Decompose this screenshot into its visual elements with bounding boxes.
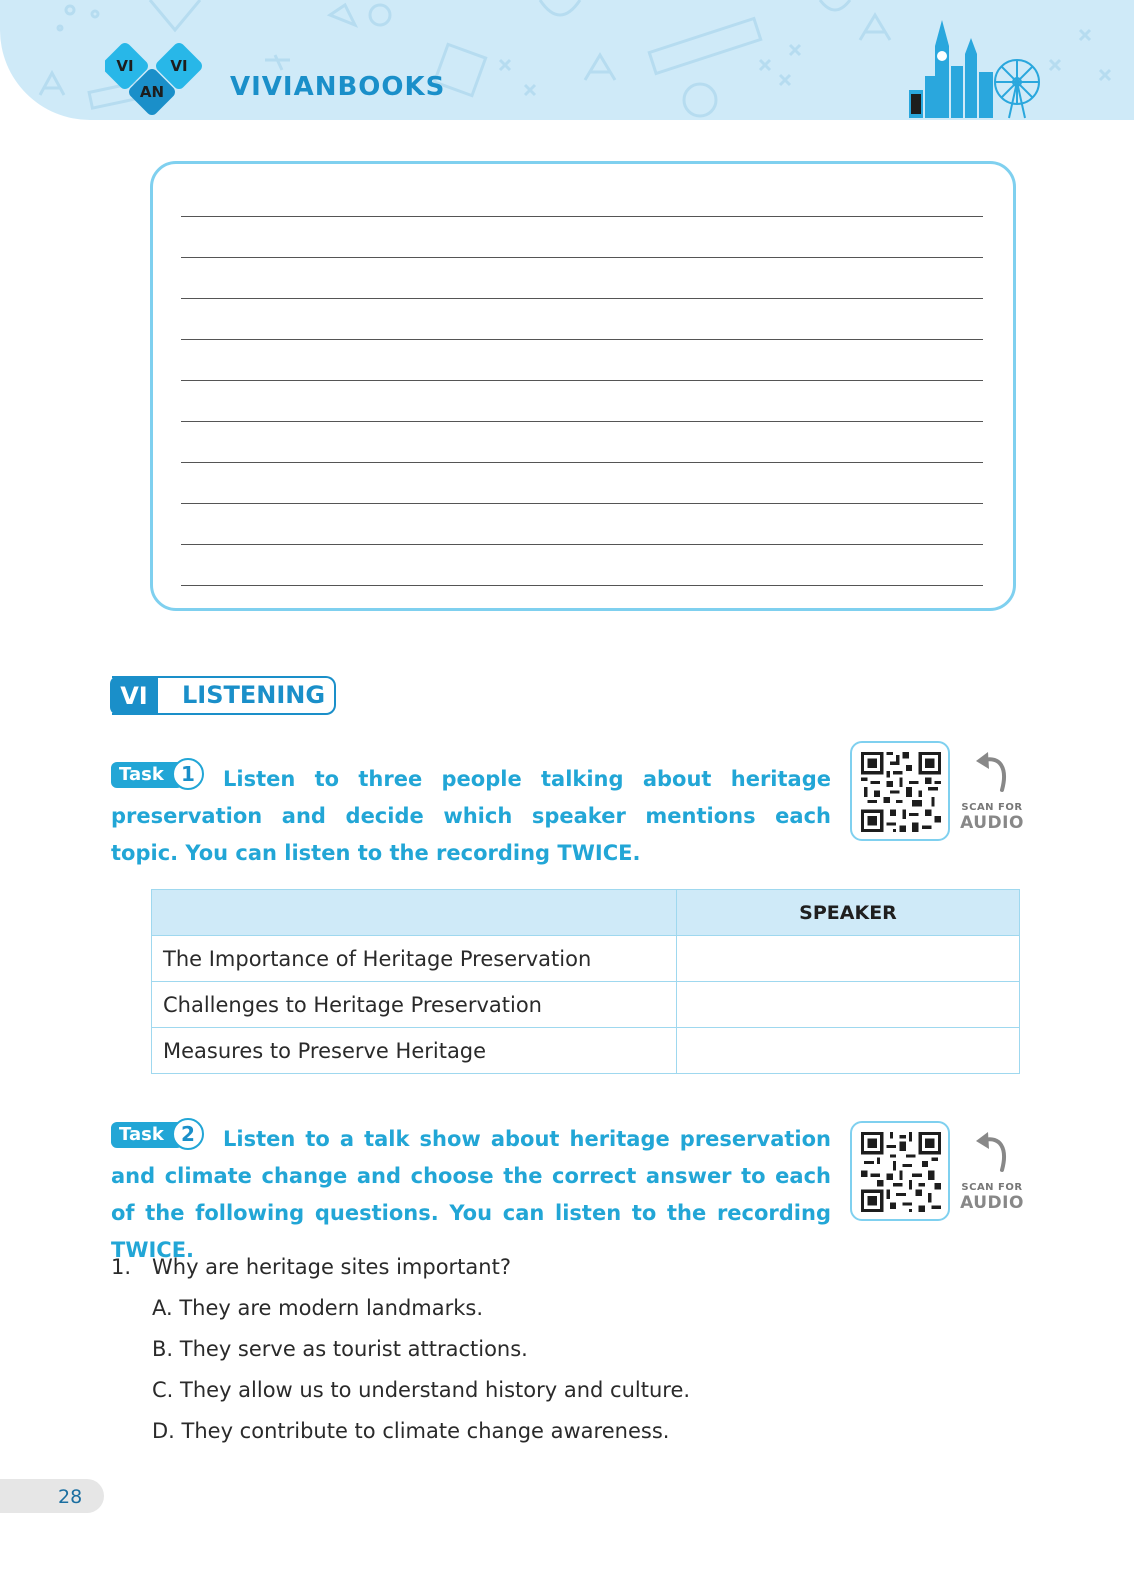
task-1	[111, 760, 831, 872]
scan-for-audio-task-2	[960, 1130, 1024, 1213]
speaker-table	[151, 889, 1020, 1074]
answer-option-a[interactable]: A. They are modern landmarks.	[152, 1296, 484, 1320]
audio-label: AUDIO	[960, 813, 1024, 833]
task-number: 2	[172, 1118, 204, 1150]
answer-option-c[interactable]: C. They allow us to understand history and culture.	[152, 1378, 691, 1402]
london-skyline-icon	[905, 16, 1045, 120]
table-row	[152, 936, 1020, 982]
return-arrow-icon	[972, 1130, 1012, 1174]
task-number: 1	[172, 758, 204, 790]
task-instruction: Listen to three people talking about heritage preservation and decide which speaker mentions each topic. You can listen to the recording TWICE.	[111, 767, 831, 865]
scan-for-label: SCAN FOR	[961, 802, 1023, 813]
task-badge	[111, 1120, 211, 1150]
task-instruction: Listen to a talk show about heritage preservation and climate change and choose the correct answer to each of the following questions. You can listen to the recording TWICE.	[111, 1127, 831, 1262]
section-title: LISTENING	[182, 681, 326, 709]
svg-text:VI: VI	[116, 57, 134, 75]
table-header: SPEAKER	[677, 890, 1020, 936]
writing-line[interactable]	[181, 421, 983, 422]
writing-line[interactable]	[181, 339, 983, 340]
answer-option-d[interactable]: D. They contribute to climate change awareness.	[152, 1419, 670, 1443]
task-label: Task	[111, 1122, 183, 1148]
table-header	[152, 890, 677, 936]
brand-name: VIVIANBOOKS	[230, 72, 446, 102]
speaker-answer-cell[interactable]	[677, 1028, 1020, 1074]
topic-cell: Challenges to Heritage Preservation	[152, 982, 677, 1028]
task-badge	[111, 760, 211, 790]
qr-code-task-2[interactable]	[850, 1121, 950, 1221]
return-arrow-icon	[972, 750, 1012, 794]
topic-cell: Measures to Preserve Heritage	[152, 1028, 677, 1074]
qr-code-icon	[861, 1132, 941, 1212]
qr-code-icon	[861, 752, 941, 832]
speaker-answer-cell[interactable]	[677, 982, 1020, 1028]
svg-text:VI: VI	[170, 57, 188, 75]
page-number: 28	[58, 1486, 83, 1508]
table-row	[152, 1028, 1020, 1074]
writing-line[interactable]	[181, 503, 983, 504]
page-number-tab	[0, 1479, 104, 1513]
audio-label: AUDIO	[960, 1193, 1024, 1213]
writing-line[interactable]	[181, 298, 983, 299]
topic-cell: The Importance of Heritage Preservation	[152, 936, 677, 982]
answer-option-b[interactable]: B. They serve as tourist attractions.	[152, 1337, 528, 1361]
writing-line[interactable]	[181, 216, 983, 217]
writing-line[interactable]	[181, 585, 983, 586]
section-heading	[112, 676, 336, 715]
section-number: VI	[110, 676, 158, 715]
table-row	[152, 982, 1020, 1028]
task-2	[111, 1120, 831, 1269]
question-1	[111, 1255, 511, 1279]
speaker-answer-cell[interactable]	[677, 936, 1020, 982]
question-number: 1.	[111, 1255, 132, 1279]
svg-text:AN: AN	[139, 83, 165, 101]
writing-line[interactable]	[181, 544, 983, 545]
writing-box[interactable]	[150, 161, 1016, 611]
page-header	[0, 0, 1134, 120]
vivianbooks-logo	[105, 38, 215, 116]
writing-line[interactable]	[181, 380, 983, 381]
qr-code-task-1[interactable]	[850, 741, 950, 841]
scan-for-audio-task-1	[960, 750, 1024, 833]
task-label: Task	[111, 762, 183, 788]
question-text: Why are heritage sites important?	[152, 1255, 511, 1279]
writing-line[interactable]	[181, 257, 983, 258]
writing-line[interactable]	[181, 462, 983, 463]
scan-for-label: SCAN FOR	[961, 1182, 1023, 1193]
